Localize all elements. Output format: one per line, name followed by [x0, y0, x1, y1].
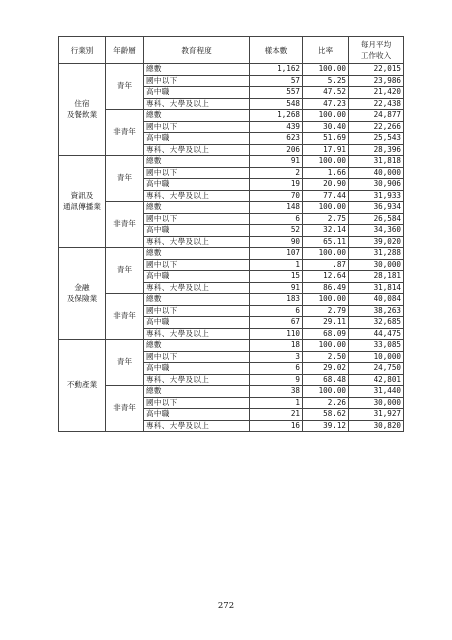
sample-count-cell: 2: [250, 167, 303, 179]
income-cell: 22,266: [349, 121, 404, 133]
education-cell: 專科、大學及以上: [144, 144, 250, 156]
ratio-cell: 12.64: [303, 271, 349, 283]
sample-count-cell: 57: [250, 75, 303, 87]
ratio-cell: 2.26: [303, 397, 349, 409]
education-cell: 高中職: [144, 317, 250, 329]
ratio-cell: 68.09: [303, 328, 349, 340]
header-education: 教育程度: [144, 37, 250, 64]
sample-count-cell: 52: [250, 225, 303, 237]
age-group-cell: 青年: [106, 156, 144, 202]
education-cell: 專科、大學及以上: [144, 374, 250, 386]
education-cell: 專科、大學及以上: [144, 98, 250, 110]
education-cell: 國中以下: [144, 305, 250, 317]
sample-count-cell: 107: [250, 248, 303, 260]
income-cell: 31,927: [349, 409, 404, 421]
sample-count-cell: 6: [250, 305, 303, 317]
ratio-cell: 2.50: [303, 351, 349, 363]
ratio-cell: 29.02: [303, 363, 349, 375]
sample-count-cell: 623: [250, 133, 303, 145]
sample-count-cell: 1,162: [250, 64, 303, 76]
income-cell: 10,000: [349, 351, 404, 363]
ratio-cell: 100.00: [303, 248, 349, 260]
income-cell: 26,584: [349, 213, 404, 225]
sample-count-cell: 18: [250, 340, 303, 352]
industry-name-line1: 金融: [74, 283, 90, 292]
education-cell: 國中以下: [144, 351, 250, 363]
income-cell: 36,934: [349, 202, 404, 214]
income-cell: 22,438: [349, 98, 404, 110]
income-cell: 28,181: [349, 271, 404, 283]
income-cell: 31,814: [349, 282, 404, 294]
table-row: [59, 340, 404, 352]
education-cell: 國中以下: [144, 213, 250, 225]
ratio-cell: .87: [303, 259, 349, 271]
page-number: 272: [217, 601, 235, 611]
header-ratio: 比率: [303, 37, 349, 64]
age-group-cell: 非青年: [106, 386, 144, 432]
industry-name-line1: 資訊及: [70, 191, 94, 200]
education-cell: 專科、大學及以上: [144, 282, 250, 294]
income-cell: 39,020: [349, 236, 404, 248]
ratio-cell: 100.00: [303, 64, 349, 76]
education-cell: 高中職: [144, 409, 250, 421]
ratio-cell: 30.40: [303, 121, 349, 133]
education-cell: 總數: [144, 386, 250, 398]
ratio-cell: 51.69: [303, 133, 349, 145]
table-row: [59, 248, 404, 260]
sample-count-cell: 9: [250, 374, 303, 386]
ratio-cell: 58.62: [303, 409, 349, 421]
education-cell: 國中以下: [144, 259, 250, 271]
income-cell: 31,440: [349, 386, 404, 398]
sample-count-cell: 16: [250, 420, 303, 432]
industry-cell: [59, 248, 106, 340]
ratio-cell: 20.90: [303, 179, 349, 191]
sample-count-cell: 1,268: [250, 110, 303, 122]
industry-name-line1: 住宿: [74, 99, 90, 108]
sample-count-cell: 548: [250, 98, 303, 110]
sample-count-cell: 1: [250, 397, 303, 409]
sample-count-cell: 38: [250, 386, 303, 398]
education-cell: 國中以下: [144, 397, 250, 409]
education-cell: 總數: [144, 64, 250, 76]
income-table: [58, 36, 404, 432]
age-group-cell: 青年: [106, 64, 144, 110]
age-group-cell: 非青年: [106, 110, 144, 156]
sample-count-cell: 70: [250, 190, 303, 202]
age-group-cell: 非青年: [106, 294, 144, 340]
income-cell: 31,818: [349, 156, 404, 168]
income-cell: 31,288: [349, 248, 404, 260]
ratio-cell: 100.00: [303, 156, 349, 168]
sample-count-cell: 110: [250, 328, 303, 340]
income-cell: 23,986: [349, 75, 404, 87]
ratio-cell: 17.91: [303, 144, 349, 156]
ratio-cell: 2.79: [303, 305, 349, 317]
income-cell: 24,877: [349, 110, 404, 122]
ratio-cell: 68.48: [303, 374, 349, 386]
ratio-cell: 100.00: [303, 110, 349, 122]
education-cell: 國中以下: [144, 75, 250, 87]
ratio-cell: 77.44: [303, 190, 349, 202]
age-group-cell: 青年: [106, 248, 144, 294]
education-cell: 高中職: [144, 225, 250, 237]
industry-cell: [59, 64, 106, 156]
education-cell: 高中職: [144, 363, 250, 375]
table-row: [59, 110, 404, 122]
sample-count-cell: 6: [250, 363, 303, 375]
sample-count-cell: 206: [250, 144, 303, 156]
sample-count-cell: 183: [250, 294, 303, 306]
education-cell: 總數: [144, 110, 250, 122]
education-cell: 高中職: [144, 179, 250, 191]
ratio-cell: 47.52: [303, 87, 349, 99]
ratio-cell: 86.49: [303, 282, 349, 294]
education-cell: 總數: [144, 248, 250, 260]
education-cell: 高中職: [144, 133, 250, 145]
industry-name-line2: 通訊傳播業: [63, 201, 101, 211]
sample-count-cell: 21: [250, 409, 303, 421]
header-industry: 行業別: [59, 37, 106, 64]
sample-count-cell: 3: [250, 351, 303, 363]
age-group-cell: 青年: [106, 340, 144, 386]
income-cell: 22,015: [349, 64, 404, 76]
industry-name-line2: 及保險業: [66, 293, 98, 303]
income-cell: 33,085: [349, 340, 404, 352]
header-income-line1: 每月平均: [360, 40, 392, 49]
income-cell: 34,360: [349, 225, 404, 237]
age-group-cell: 非青年: [106, 202, 144, 248]
sample-count-cell: 6: [250, 213, 303, 225]
table-row: [59, 386, 404, 398]
education-cell: 國中以下: [144, 167, 250, 179]
table-body: [59, 64, 404, 432]
ratio-cell: 100.00: [303, 340, 349, 352]
sample-count-cell: 148: [250, 202, 303, 214]
header-age: 年齡層: [106, 37, 144, 64]
sample-count-cell: 90: [250, 236, 303, 248]
education-cell: 總數: [144, 294, 250, 306]
industry-name-line1: 不動產業: [66, 380, 98, 390]
header-income: [349, 37, 404, 64]
education-cell: 專科、大學及以上: [144, 328, 250, 340]
industry-cell: [59, 340, 106, 432]
education-cell: 高中職: [144, 87, 250, 99]
income-cell: 38,263: [349, 305, 404, 317]
income-cell: 25,543: [349, 133, 404, 145]
header-income-line2: 工作收入: [360, 51, 392, 60]
header-samples: 樣本數: [250, 37, 303, 64]
education-cell: 專科、大學及以上: [144, 190, 250, 202]
education-cell: 總數: [144, 202, 250, 214]
income-cell: 31,933: [349, 190, 404, 202]
education-cell: 總數: [144, 156, 250, 168]
ratio-cell: 1.66: [303, 167, 349, 179]
income-cell: 40,000: [349, 167, 404, 179]
sample-count-cell: 91: [250, 282, 303, 294]
ratio-cell: 47.23: [303, 98, 349, 110]
sample-count-cell: 19: [250, 179, 303, 191]
income-cell: 28,396: [349, 144, 404, 156]
ratio-cell: 100.00: [303, 386, 349, 398]
ratio-cell: 65.11: [303, 236, 349, 248]
income-cell: 30,000: [349, 397, 404, 409]
sample-count-cell: 557: [250, 87, 303, 99]
ratio-cell: 2.75: [303, 213, 349, 225]
income-cell: 30,000: [349, 259, 404, 271]
header-row: [59, 37, 404, 64]
income-cell: 42,801: [349, 374, 404, 386]
education-cell: 高中職: [144, 271, 250, 283]
education-cell: 總數: [144, 340, 250, 352]
income-cell: 40,084: [349, 294, 404, 306]
education-cell: 國中以下: [144, 121, 250, 133]
ratio-cell: 5.25: [303, 75, 349, 87]
industry-name-line2: 及餐飲業: [66, 109, 98, 119]
table-row: [59, 202, 404, 214]
sample-count-cell: 67: [250, 317, 303, 329]
table-row: [59, 294, 404, 306]
ratio-cell: 100.00: [303, 294, 349, 306]
ratio-cell: 100.00: [303, 202, 349, 214]
table-row: [59, 156, 404, 168]
sample-count-cell: 439: [250, 121, 303, 133]
income-cell: 30,906: [349, 179, 404, 191]
ratio-cell: 32.14: [303, 225, 349, 237]
income-cell: 44,475: [349, 328, 404, 340]
sample-count-cell: 1: [250, 259, 303, 271]
ratio-cell: 29.11: [303, 317, 349, 329]
education-cell: 專科、大學及以上: [144, 420, 250, 432]
table-row: [59, 64, 404, 76]
ratio-cell: 39.12: [303, 420, 349, 432]
sample-count-cell: 15: [250, 271, 303, 283]
income-cell: 21,420: [349, 87, 404, 99]
income-cell: 32,685: [349, 317, 404, 329]
sample-count-cell: 91: [250, 156, 303, 168]
income-cell: 30,820: [349, 420, 404, 432]
income-cell: 24,750: [349, 363, 404, 375]
education-cell: 專科、大學及以上: [144, 236, 250, 248]
industry-cell: [59, 156, 106, 248]
